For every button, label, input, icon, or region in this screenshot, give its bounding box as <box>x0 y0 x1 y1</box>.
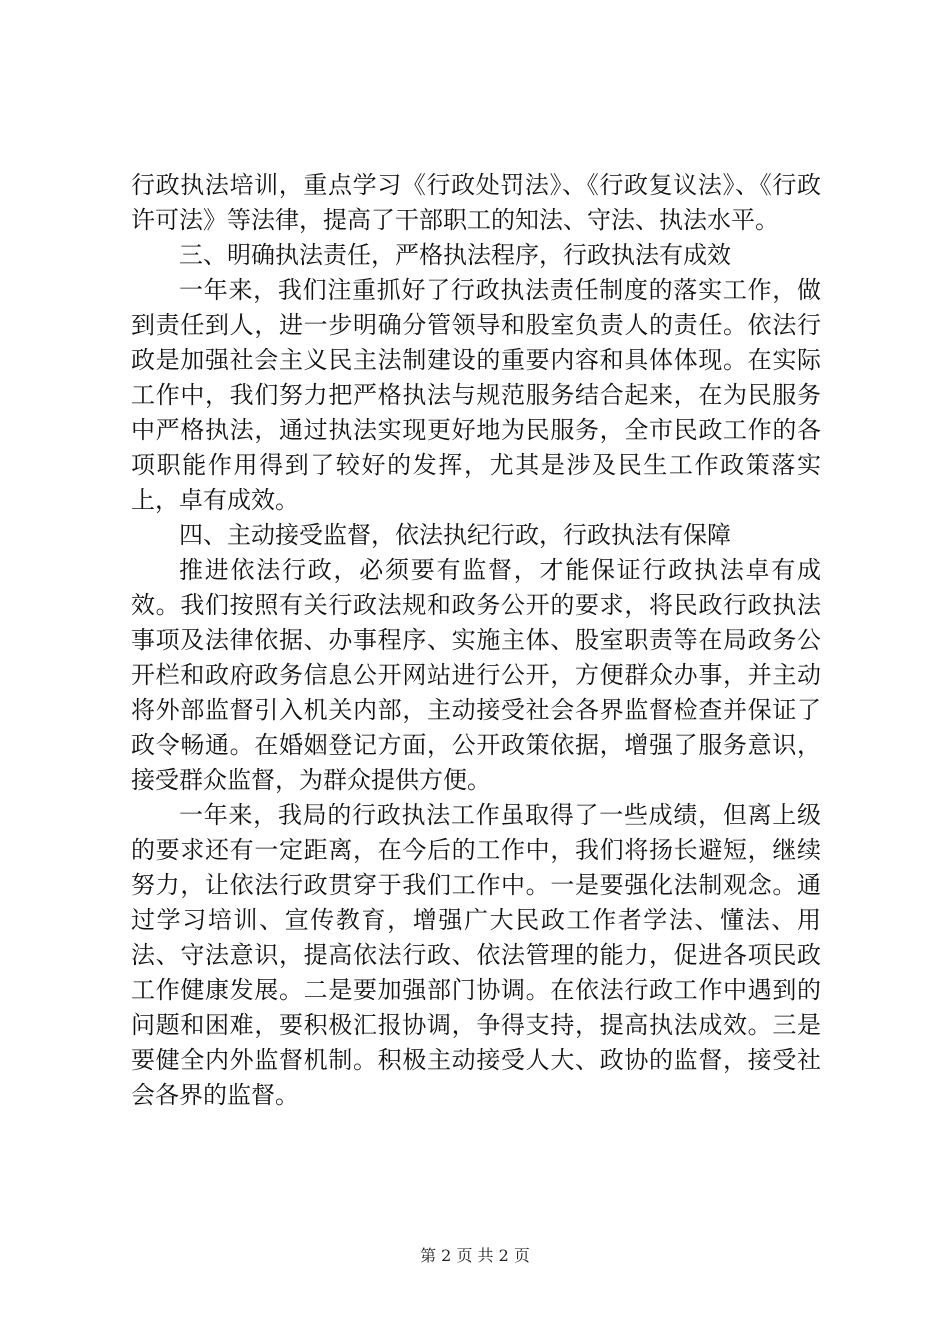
section-heading-3: 三、明确执法责任，严格执法程序，行政执法有成效 <box>179 241 731 269</box>
section-heading-4: 四、主动接受监督，依法执纪行政，行政执法有保障 <box>179 521 731 549</box>
paragraph-1: 行政执法培训，重点学习《行政处罚法》、《行政复议法》、《行政许可法》等法律，提高了干部职工的知法、守法、执法水平。 <box>131 171 821 234</box>
page-footer: 第 2 页 共 2 页 <box>420 1246 530 1265</box>
paragraph-2: 一年来，我们注重抓好了行政执法责任制度的落实工作，做到责任到人，进一步明确分管领导和股室负责人的责任。依法行政是加强社会主义民主法制建设的重要内容和具体体现。在实际工作中，我们努力把严格执法与规范服务结合起来，在为民服务中严格执法，通过执法实现更好地为民服务，全市民政工作的各项职能作用得到了较好的发挥，尤其是涉及民生工作政策落实上，卓有成效。 <box>131 276 821 514</box>
paragraph-4: 一年来，我局的行政执法工作虽取得了一些成绩，但离上级的要求还有一定距离，在今后的工作中，我们将扬长避短，继续努力，让依法行政贯穿于我们工作中。一是要强化法制观念。通过学习培训、宣传教育，增强广大民政工作者学法、懂法、用法、守法意识，提高依法行政、依法管理的能力，促进各项民政工作健康发展。二是要加强部门协调。在依法行政工作中遇到的问题和困难，要积极汇报协调，争得支持，提高执法成效。三是要健全内外监督机制。积极主动接受人大、政协的监督，接受社会各界的监督。 <box>131 801 821 1109</box>
document-body <box>131 168 821 1113</box>
paragraph-3: 推进依法行政，必须要有监督，才能保证行政执法卓有成效。我们按照有关行政法规和政务公开的要求，将民政行政执法事项及法律依据、办事程序、实施主体、股室职责等在局政务公开栏和政府政务信息公开网站进行公开，方便群众办事，并主动将外部监督引入机关内部，主动接受社会各界监督检查并保证了政令畅通。在婚姻登记方面，公开政策依据，增强了服务意识，接受群众监督，为群众提供方便。 <box>131 556 821 794</box>
